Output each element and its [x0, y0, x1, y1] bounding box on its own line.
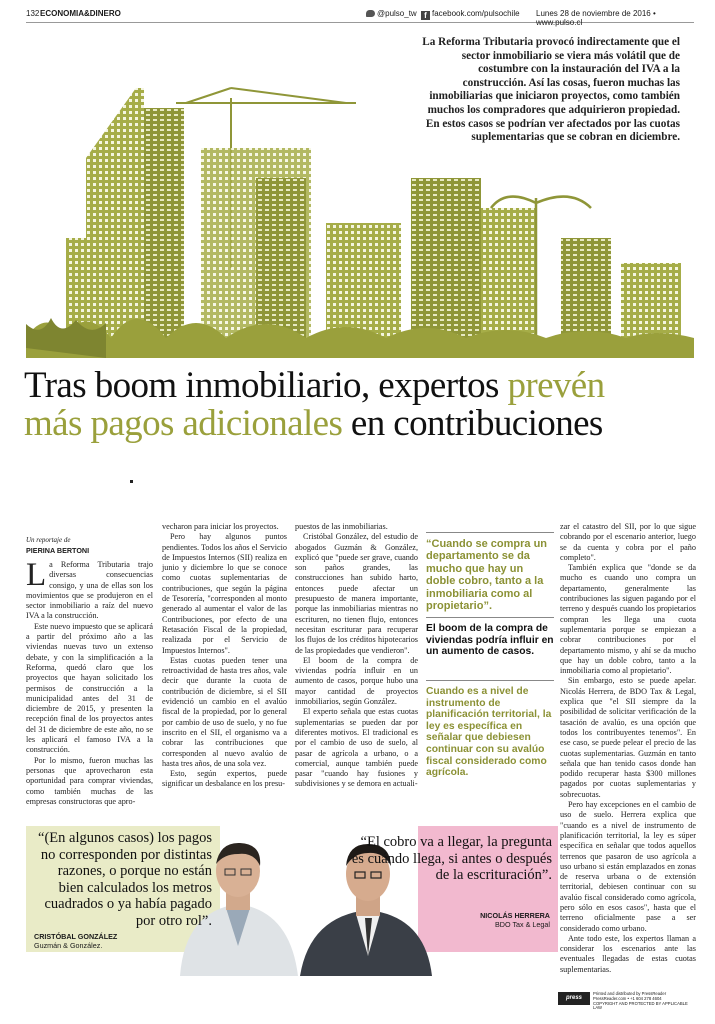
article-column-2 [162, 522, 287, 790]
paragraph: Esto, según expertos, puede significar un desbalance en los presu- [162, 769, 287, 789]
article-column-5 [560, 522, 696, 975]
twitter-icon [366, 10, 375, 17]
person-name: CRISTÓBAL GONZÁLEZ [34, 932, 118, 941]
person-org: Guzmán & González. [34, 940, 103, 950]
paragraph: El boom de la compra de viviendas podría influir en un aumento de casos, porque hubo una mayor cantidad de proyectos inmobiliarios, según González. [295, 655, 418, 707]
pressreader-text [593, 992, 697, 1011]
headline-part: en contribuciones [342, 403, 603, 444]
paragraph: puestos de las inmobiliarias. [295, 522, 388, 531]
paragraph: vecharon para iniciar los proyectos. [162, 522, 279, 531]
paragraph: La Reforma Tributaria trajo diversas consecuencias consigo, y una de ellas son los movimientos que se produjeron en el sector inmobiliario a raíz del nuevo IVA a la construcción. [26, 557, 153, 621]
paragraph: Sin embargo, esto se puede apelar. Nicolás Herrera, de BDO Tax & Legal, explica que "el SII siempre da la posibilidad de solicitar verificación de la tasación de avalúo, es una opción que todos los contribuyentes tenemos". En ese caso, se puede pelear el precio de las cuotas suplementarias. Guzmán en tanto señala que han tenido casos donde han podido recuperar hasta $300 millones pagados por cuotas suplementarias y sobrecuotas. [560, 676, 696, 799]
article-column-3 [295, 522, 418, 790]
paragraph: Cristóbal González, del estudio de abogados Guzmán & González, explicó que "puede ser grave, cuando son paños grandes, las construcciones han subido harto, entonces puede afectar un presupuesto de manera importante, porque las inmobiliarias mientras no escrituren, no tienen flujo, entonces necesitan escriturar para recuperar los flujos de los créditos hipotecarios de las propiedades que vendieron". [295, 532, 418, 655]
twitter-handle[interactable] [366, 9, 417, 18]
paragraph: Pero hay excepciones en el cambio de uso de suelo. Herrera explica que "cuando es a nivel de instrumento de planificación territorial, la ley es súper específica en señalar que todos aquellos terrenos que pasaron de uso agrícola a uso urbano si están emplazados en zonas de reserva urbana o de extensión territorial, debiesen continuar con su avalúo fiscal considerado como agrícola, pero sólo en esos casos", hasta que el terreno oficialmente pase a ser considerado como urbano. [560, 800, 696, 933]
divider [426, 680, 554, 681]
pull-quote-2: El boom de la compra de viviendas podría influir en un aumento de casos. [426, 623, 554, 658]
paragraph: Ante todo este, los expertos llaman a considerar los escenarios ante las eventuales llegadas de estas cuotas suplementarias. [560, 933, 696, 974]
bullet-dot [130, 480, 133, 483]
facebook-text: facebook.com/pulsochile [432, 9, 520, 18]
drop-cap: L [26, 557, 47, 593]
quote-gonzalez: “(En algunos casos) los pagos no corresponden por distintas razones, o porque no están bien calculados los metros cuadrados o ya había pagado por otro rol”. [38, 830, 212, 929]
twitter-text: @pulso_tw [377, 9, 417, 18]
date-and-site: Lunes 28 de noviembre de 2016 • www.pulso.cl [536, 9, 656, 27]
paragraph: El experto señala que estas cuotas suplementarias se pueden dar por diferentes motivos. El tradicional es por el cambio de uso de suelo, al pasar de agrícola a urbano, o a comercial, aunque también puede pasar "cuando hay fusiones y subdivisiones y se demora en actuali- [295, 707, 418, 789]
paragraph: Este nuevo impuesto que se aplicará a partir del próximo año a las viviendas nuevas tuvo un extenso debate, y con la simplificación a la Reforma, quedó claro que los proyectos que hayan solicitado los permisos de construcción a la municipalidad antes del 31 de diciembre de 2015, y presenten la recepción final de los proyectos antes del 31 de diciembre de este año, no se les aplicará el famoso IVA a la construcción. [26, 621, 153, 755]
headline-accent: prevén [507, 365, 605, 406]
paragraph: Pero hay algunos puntos pendientes. Todos los años el Servicio de Impuestos Internos (SII) realiza en junio y diciembre lo que se conoce como cuotas suplementarias de contribuciones, que según la página de Tesorería, "corresponden al monto generado al aumentar el valor de las Contribuciones, por efecto de una Retasación Fiscal de la propiedad, realizada por el Servicio de Impuestos Internos". [162, 532, 287, 655]
paragraph: Por lo mismo, fueron muchas las personas que aprovecharon esta oportunidad para comprar viviendas, como también muchas de las empresas constructoras que apro- [26, 755, 153, 806]
pressreader-footer [558, 991, 698, 1014]
footer-line: COPYRIGHT AND PROTECTED BY APPLICABLE LAW [593, 1000, 688, 1011]
paragraph: También explica que "donde se da mucho es cuando uno compra un departamento, generalmente las contribuciones las siguen pagando por el terreno y después cuando los propietarios compran les llega una cuota suplementaria porque se empiezan a cobrar contribuciones por el departamento mismo, y ahí se da mucho que hay un doble cobro, tanto a la inmobiliaria como al propietario". [560, 563, 696, 676]
footer-line: Printed and distributed by PressReader [593, 991, 667, 996]
credit-gonzalez [34, 933, 174, 950]
headline [24, 367, 704, 443]
facebook-link[interactable] [421, 9, 520, 20]
footer-line: PressReader.com • +1 604 278 4604 [593, 995, 662, 1001]
pull-quote-1: “Cuando se compra un departamento se da mucho que hay un doble cobro, tanto a la inmobiliaria como al propietario”. [426, 538, 548, 613]
divider [426, 617, 554, 618]
pressreader-logo: press reader [558, 992, 590, 1005]
headline-part: Tras boom inmobiliario, expertos [24, 365, 508, 406]
intro-deck: La Reforma Tributaria provocó indirectamente que el sector inmobiliario se viera más volátil que de costumbre con la instauración del IVA a la construcción. Así las cosas, fueron muchas las inmobiliarias que iniciaron proyectos, como también muchos los compradores que adquirieron propiedad. En estos casos se podrían ver afectados por las cuotas suplementarias que se cobran en diciembre. [422, 36, 680, 144]
pull-quote-3: Cuando es a nivel de instrumento de planificación territorial, la ley es específica en señalar que debiesen continuar con su avalúo fiscal considerado como agrícola. [426, 686, 552, 779]
building-right [411, 178, 481, 338]
section-name: ECONOMIA&DINERO [40, 9, 121, 18]
byline-label: Un reportaje de [26, 536, 71, 544]
byline-author: PIERINA BERTONI [26, 546, 90, 555]
paragraph: Estas cuotas pueden tener una retroactividad de hasta tres años, vale decir que durante la cuota de contribución de diciembre, si el SII evidenció un cambio en el avalúo fiscal de la propiedad, por lo general por cambio de uso de suelo, y no fue inscrito en el SII, el organismo va a cobrar las contribuciones que corresponden al nuevo avalúo de hasta tres años, de una sola vez. [162, 655, 287, 768]
page-header [26, 6, 694, 27]
facebook-icon: f [421, 11, 430, 20]
divider [426, 532, 554, 533]
headline-accent: más pagos adicionales [24, 403, 343, 444]
person-org: BDO Tax & Legal [495, 919, 550, 929]
article-column-1 [26, 557, 153, 807]
credit-herrera [440, 912, 550, 929]
page-number: 132 [26, 9, 40, 18]
quote-herrera: “El cobro va a llegar, la pregunta es cuándo llega, si antes o después de la escrituración”. [351, 834, 552, 884]
paragraph: zar el catastro del SII, por lo que sigue cobrando por el escenario anterior, luego se da cuenta y cobra por el paño completo". [560, 522, 696, 562]
person-name: NICOLÁS HERRERA [480, 911, 550, 920]
